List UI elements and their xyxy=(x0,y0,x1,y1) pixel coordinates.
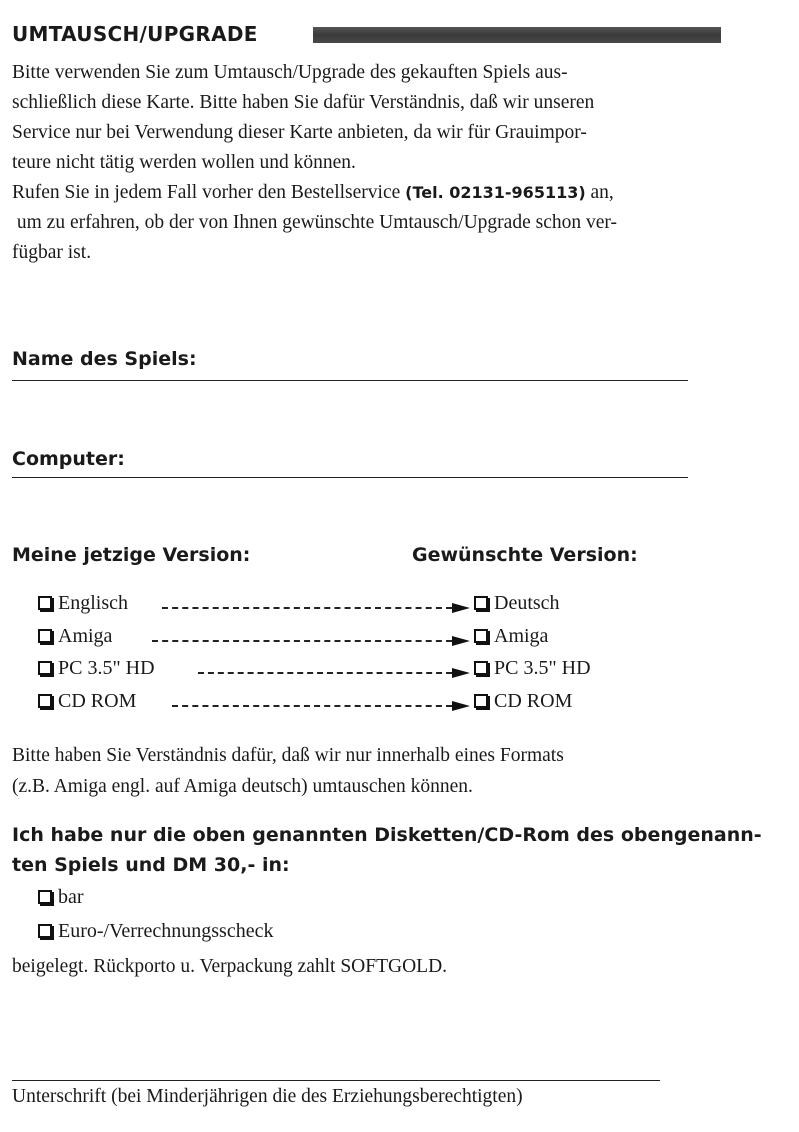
dashed-arrow-line xyxy=(162,607,452,609)
computer-label: Computer: xyxy=(12,448,125,470)
checkbox-icon[interactable] xyxy=(474,596,488,610)
call-suffix: an, xyxy=(585,182,614,203)
checkbox-icon[interactable] xyxy=(38,890,52,904)
dashed-arrow-line xyxy=(198,672,452,674)
checkbox-icon[interactable] xyxy=(38,661,52,675)
arrow-right-icon xyxy=(452,603,470,613)
desired-option[interactable]: Amiga xyxy=(474,625,548,648)
arrow-right-icon xyxy=(452,701,470,711)
signature-field[interactable] xyxy=(12,1080,660,1081)
signature-caption: Unterschrift (bei Minderjährigen die des Erziehungsberechtigten) xyxy=(12,1086,523,1107)
desired-option[interactable]: CD ROM xyxy=(474,690,572,713)
desired-option[interactable]: PC 3.5" HD xyxy=(474,657,591,680)
closing-text: beigelegt. Rückporto u. Verpackung zahlt SOFTGOLD. xyxy=(12,956,448,977)
note-line: Bitte haben Sie Verständnis dafür, daß wir nur innerhalb eines Formats xyxy=(12,745,564,766)
call-prefix: Rufen Sie in jedem Fall vorher den Bestellservice xyxy=(12,182,406,203)
intro-text xyxy=(12,58,782,268)
game-name-label: Name des Spiels: xyxy=(12,348,197,370)
checkbox-icon[interactable] xyxy=(38,694,52,708)
desired-version-heading: Gewünschte Version: xyxy=(412,544,638,566)
intro-line: schließlich diese Karte. Bitte haben Sie dafür Verständnis, daß wir unseren xyxy=(12,92,595,113)
desired-option[interactable]: Deutsch xyxy=(474,592,560,615)
intro-line: teure nicht tätig werden wollen und können. xyxy=(12,152,356,173)
form-title: UMTAUSCH/UPGRADE xyxy=(12,22,258,46)
version-row xyxy=(38,592,658,622)
dashed-arrow-line xyxy=(172,705,452,707)
enclosure-statement xyxy=(12,820,782,880)
intro-line: um zu erfahren, ob der von Ihnen gewünschte Umtausch/Upgrade schon ver- xyxy=(12,212,617,233)
current-version-heading: Meine jetzige Version: xyxy=(12,544,251,566)
arrow-right-icon xyxy=(452,636,470,646)
intro-line: Bitte verwenden Sie zum Umtausch/Upgrade des gekauften Spiels aus- xyxy=(12,62,568,83)
checkbox-icon[interactable] xyxy=(474,694,488,708)
current-option[interactable]: Englisch xyxy=(38,592,128,615)
format-note xyxy=(12,740,782,802)
intro-line: Service nur bei Verwendung dieser Karte anbieten, da wir für Grauimpor- xyxy=(12,122,587,143)
computer-field[interactable] xyxy=(12,477,688,478)
checkbox-icon[interactable] xyxy=(474,661,488,675)
current-option[interactable]: PC 3.5" HD xyxy=(38,657,155,680)
version-row xyxy=(38,625,658,655)
payment-option-cheque[interactable]: Euro-/Verrechnungsscheck xyxy=(38,920,273,943)
statement-line: ten Spiels und DM 30,- in: xyxy=(12,854,290,876)
dashed-arrow-line xyxy=(152,640,452,642)
current-option[interactable]: CD ROM xyxy=(38,690,136,713)
checkbox-icon[interactable] xyxy=(38,924,52,938)
intro-line: fügbar ist. xyxy=(12,242,92,263)
arrow-right-icon xyxy=(452,668,470,678)
current-option[interactable]: Amiga xyxy=(38,625,112,648)
checkbox-icon[interactable] xyxy=(38,629,52,643)
payment-option-cash[interactable]: bar xyxy=(38,886,84,909)
game-name-field[interactable] xyxy=(12,380,688,381)
checkbox-icon[interactable] xyxy=(474,629,488,643)
phone-number: (Tel. 02131-965113) xyxy=(405,183,586,202)
statement-line: Ich habe nur die oben genannten Disketten/CD-Rom des obengenann- xyxy=(12,824,762,846)
version-row xyxy=(38,690,658,720)
title-decoration-bar xyxy=(313,27,721,43)
checkbox-icon[interactable] xyxy=(38,596,52,610)
note-line: (z.B. Amiga engl. auf Amiga deutsch) umtauschen können. xyxy=(12,776,473,797)
version-row xyxy=(38,657,658,687)
intro-call-line xyxy=(12,178,782,208)
